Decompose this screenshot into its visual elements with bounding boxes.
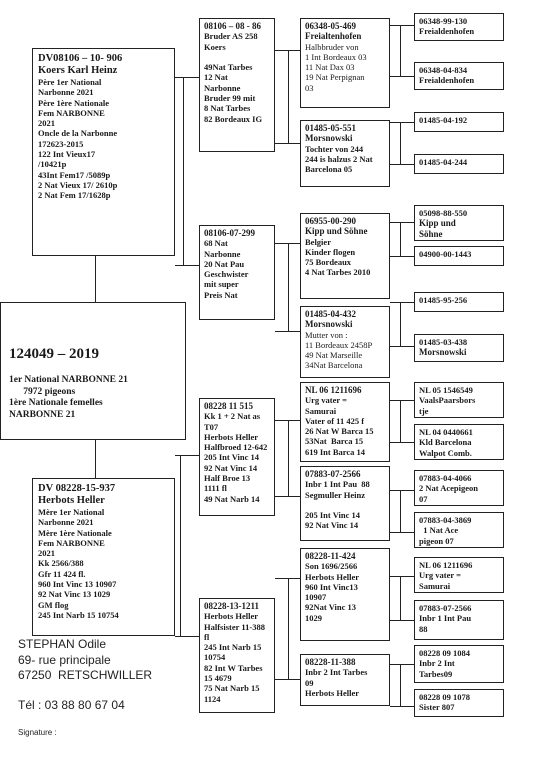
dam-header: DV 08228-15-937 <box>38 483 116 494</box>
grandparent-box <box>199 598 275 713</box>
ancestor-box <box>414 557 504 593</box>
great-grandparent-box <box>300 213 390 299</box>
connector <box>400 25 401 76</box>
connector <box>175 77 199 78</box>
sire-name: Koers Karl Heinz <box>38 65 118 76</box>
ancestor-text: 07883-04-3869 1 Nat Ace pigeon 07 <box>419 515 472 546</box>
great-grandparent-header: 06348-05-469 <box>305 21 356 31</box>
ancestor-box <box>414 512 504 548</box>
connector <box>390 25 414 26</box>
ancestor-text: 06348-99-130 Freialdenhofen <box>419 16 475 37</box>
ancestor-text: 01485-95-256 <box>419 295 468 305</box>
connector <box>175 636 199 637</box>
connector <box>175 265 199 266</box>
connector <box>95 440 96 478</box>
ancestor-text: 01485-03-438 <box>419 337 468 347</box>
grandparent-details: Bruder AS 258 Koers 49Nat Tarbes 12 Nat Narbonne Bruder 99 mit 8 Nat Tarbes 82 Bordeaux IG <box>204 31 263 124</box>
owner-street: 69- rue principale <box>18 652 111 667</box>
grandparent-header: 08106-07-299 <box>204 228 255 238</box>
ancestor-box <box>414 154 504 174</box>
connector <box>400 400 401 442</box>
main-results: 1er National NARBONNE 21 7972 pigeons 1ère Nationale femelles NARBONNE 21 <box>9 375 128 420</box>
connector <box>400 222 401 256</box>
great-grandparent-details: Belgier Kinder flogen 75 Bordeaux 4 Nat Tarbes 2010 <box>305 236 371 278</box>
ancestor-box <box>414 112 504 132</box>
ancestor-text: 06348-04-834 Freialdenhofen <box>419 65 475 86</box>
grandparent-details: Herbots Heller Halfsister 11-388 fl 245 Int Narb 15 10754 82 Int W Tarbes 15 4679 75 Nat Narb 15 1124 <box>204 611 265 704</box>
ancestor-box <box>414 292 504 312</box>
ancestor-box <box>414 382 504 418</box>
connector <box>400 664 401 706</box>
connector <box>390 576 414 577</box>
connector <box>175 455 199 456</box>
connector <box>288 50 289 143</box>
sire-details: Père 1er National Narbonne 2021 Père 1ère Nationale Fem NARBONNE 2021 Oncle de la Narbonne 172623-2015 122 Int Vieux17 /10421p 43Int Fem17 /5089p 2 Nat Vieux 17/ 2610p 2 Nat Fem 17/1628p <box>38 77 118 201</box>
great-grandparent-box <box>300 466 390 541</box>
ancestor-text: 01485-04-244 <box>419 157 468 167</box>
connector <box>400 490 401 532</box>
grandparent-header: 08106 – 08 - 86 <box>204 21 261 31</box>
grandparent-header: 08228 11 515 <box>204 401 254 411</box>
ancestor-text: NL 05 1546549 VaalsPaarsbors tje <box>419 385 476 416</box>
great-grandparent-header: 01485-05-551 <box>305 123 356 133</box>
connector <box>390 122 414 123</box>
ancestor-text: 07883-04-4066 2 Nat Acepigeon 07 <box>419 473 479 504</box>
grandparent-box <box>199 398 275 516</box>
connector <box>95 256 96 302</box>
connector <box>390 164 414 165</box>
connector <box>275 679 300 680</box>
connector <box>180 455 181 637</box>
great-grandparent-box <box>300 382 390 462</box>
great-grandparent-details: Urg vater = Samurai Vater of 11 425 f 26 Nat W Barca 15 53Nat Barca 15 619 Int Barca 14 <box>305 395 374 457</box>
main-ring-number: 124049 – 2019 <box>9 346 99 362</box>
connector <box>288 243 289 331</box>
ancestor-text: 05098-88-550 <box>419 208 468 218</box>
connector <box>400 302 401 346</box>
great-grandparent-name: Kipp und Söhne <box>305 226 368 237</box>
ancestor-box <box>414 205 504 241</box>
owner-phone: Tél : 03 88 80 67 04 <box>18 697 125 712</box>
connector <box>288 420 289 496</box>
owner-block <box>18 637 152 713</box>
great-grandparent-header: 01485-04-432 <box>305 309 356 319</box>
connector <box>390 346 414 347</box>
great-grandparent-header: 07883-07-2566 <box>305 469 361 479</box>
ancestor-box <box>414 62 504 90</box>
connector <box>390 664 414 665</box>
ancestor-name: Kipp und Söhne <box>419 218 456 239</box>
ancestor-box <box>414 334 504 362</box>
ancestor-text: NL 06 1211696 Urg vater = Samurai <box>419 560 473 591</box>
great-grandparent-header: 08228-11-388 <box>305 657 356 667</box>
great-grandparent-name: Morsnowski <box>305 319 353 330</box>
signature-label: Signature : <box>18 728 57 737</box>
great-grandparent-box <box>300 306 390 378</box>
grandparent-box <box>199 18 275 152</box>
connector <box>275 243 300 244</box>
grandparent-details: 68 Nat Narbonne 20 Nat Pau Geschwister mit super Preis Nat <box>204 238 249 300</box>
owner-city: 67250 RETSCHWILLER <box>18 668 153 682</box>
ancestor-box <box>414 470 504 506</box>
great-grandparent-header: 08228-11-424 <box>305 551 356 561</box>
connector <box>390 76 414 77</box>
ancestor-box <box>414 13 504 41</box>
connector <box>390 532 414 533</box>
ancestor-box <box>414 424 504 460</box>
great-grandparent-details: Tochter von 244 244 is halzus 2 Nat Barcelona 05 <box>305 143 373 175</box>
connector <box>275 420 300 421</box>
ancestor-text: 01485-04-192 <box>419 115 468 125</box>
owner-name: STEPHAN Odile <box>18 637 107 651</box>
dam-details: Mère 1er National Narbonne 2021 Mère 1ère Nationale Fem NARBONNE 2021 Kk 2566/388 Gfr 11 424 fl. 960 Int Vinc 13 10907 92 Nat Vinc 13 1029 GM flog 245 Int Narb 15 10754 <box>38 507 119 620</box>
great-grandparent-name: Freialtenhofen <box>305 31 362 42</box>
ancestor-text: 08228 09 1078 Sister 807 <box>419 692 470 713</box>
great-grandparent-box <box>300 548 390 641</box>
ancestor-text: 04900-00-1443 <box>419 249 472 259</box>
connector <box>275 496 300 497</box>
connector <box>275 50 300 51</box>
ancestor-box <box>414 600 504 640</box>
ancestor-text: 08228 09 1084 Inbr 2 Int Tarbes09 <box>419 648 470 679</box>
ancestor-text: NL 04 0440661 Kld Barcelona Walpot Comb. <box>419 427 473 458</box>
sire-header: DV08106 – 10- 906 <box>38 53 123 64</box>
great-grandparent-details: Mutter von : 11 Bordeaux 2458P 49 Nat Marseille 34Nat Barcelona <box>305 329 373 371</box>
ancestor-box <box>414 689 504 717</box>
great-grandparent-details: Inbr 1 Int Pau 88 Segmuller Heinz 205 Int Vinc 14 92 Nat Vinc 14 <box>305 479 370 531</box>
connector <box>390 442 414 443</box>
connector <box>288 578 289 679</box>
great-grandparent-box <box>300 120 390 187</box>
great-grandparent-details: Son 1696/2566 Herbots Heller 960 Int Vinc13 10907 92Nat Vinc 13 1029 <box>305 561 360 623</box>
connector <box>400 122 401 164</box>
connector <box>390 302 414 303</box>
connector <box>390 490 414 491</box>
great-grandparent-name: Morsnowski <box>305 133 353 144</box>
ancestor-text: 07883-07-2566 Inbr 1 Int Pau 88 <box>419 603 472 634</box>
dam-box <box>32 478 175 636</box>
connector <box>183 77 184 266</box>
sire-box <box>32 48 175 256</box>
connector <box>275 143 300 144</box>
grandparent-box <box>199 225 275 320</box>
great-grandparent-box <box>300 18 390 108</box>
ancestor-box <box>414 246 504 266</box>
great-grandparent-header: NL 06 1211696 <box>305 385 362 395</box>
grandparent-header: 08228-13-1211 <box>204 601 259 611</box>
main-pigeon-box <box>0 302 186 440</box>
great-grandparent-details: Inbr 2 Int Tarbes 09 Herbots Heller <box>305 667 368 698</box>
connector <box>275 578 300 579</box>
connector <box>275 331 300 332</box>
great-grandparent-header: 06955-00-290 <box>305 216 356 226</box>
ancestor-box <box>414 645 504 683</box>
connector <box>390 400 414 401</box>
grandparent-details: Kk 1 + 2 Nat as T07 Herbots Heller Halfbroed 12-642 205 Int Vinc 14 92 Nat Vinc 14 Half Broe 13 1111 fl 49 Nat Narb 14 <box>204 411 268 504</box>
connector <box>390 706 414 707</box>
connector <box>390 256 414 257</box>
connector <box>390 620 414 621</box>
great-grandparent-box <box>300 654 390 706</box>
dam-name: Herbots Heller <box>38 495 105 506</box>
ancestor-name: Morsnowski <box>419 347 467 358</box>
connector <box>390 222 414 223</box>
connector <box>400 576 401 620</box>
great-grandparent-details: Halbbruder von 1 Int Bordeaux 03 11 Nat Dax 03 19 Nat Perpignan 03 <box>305 41 367 93</box>
